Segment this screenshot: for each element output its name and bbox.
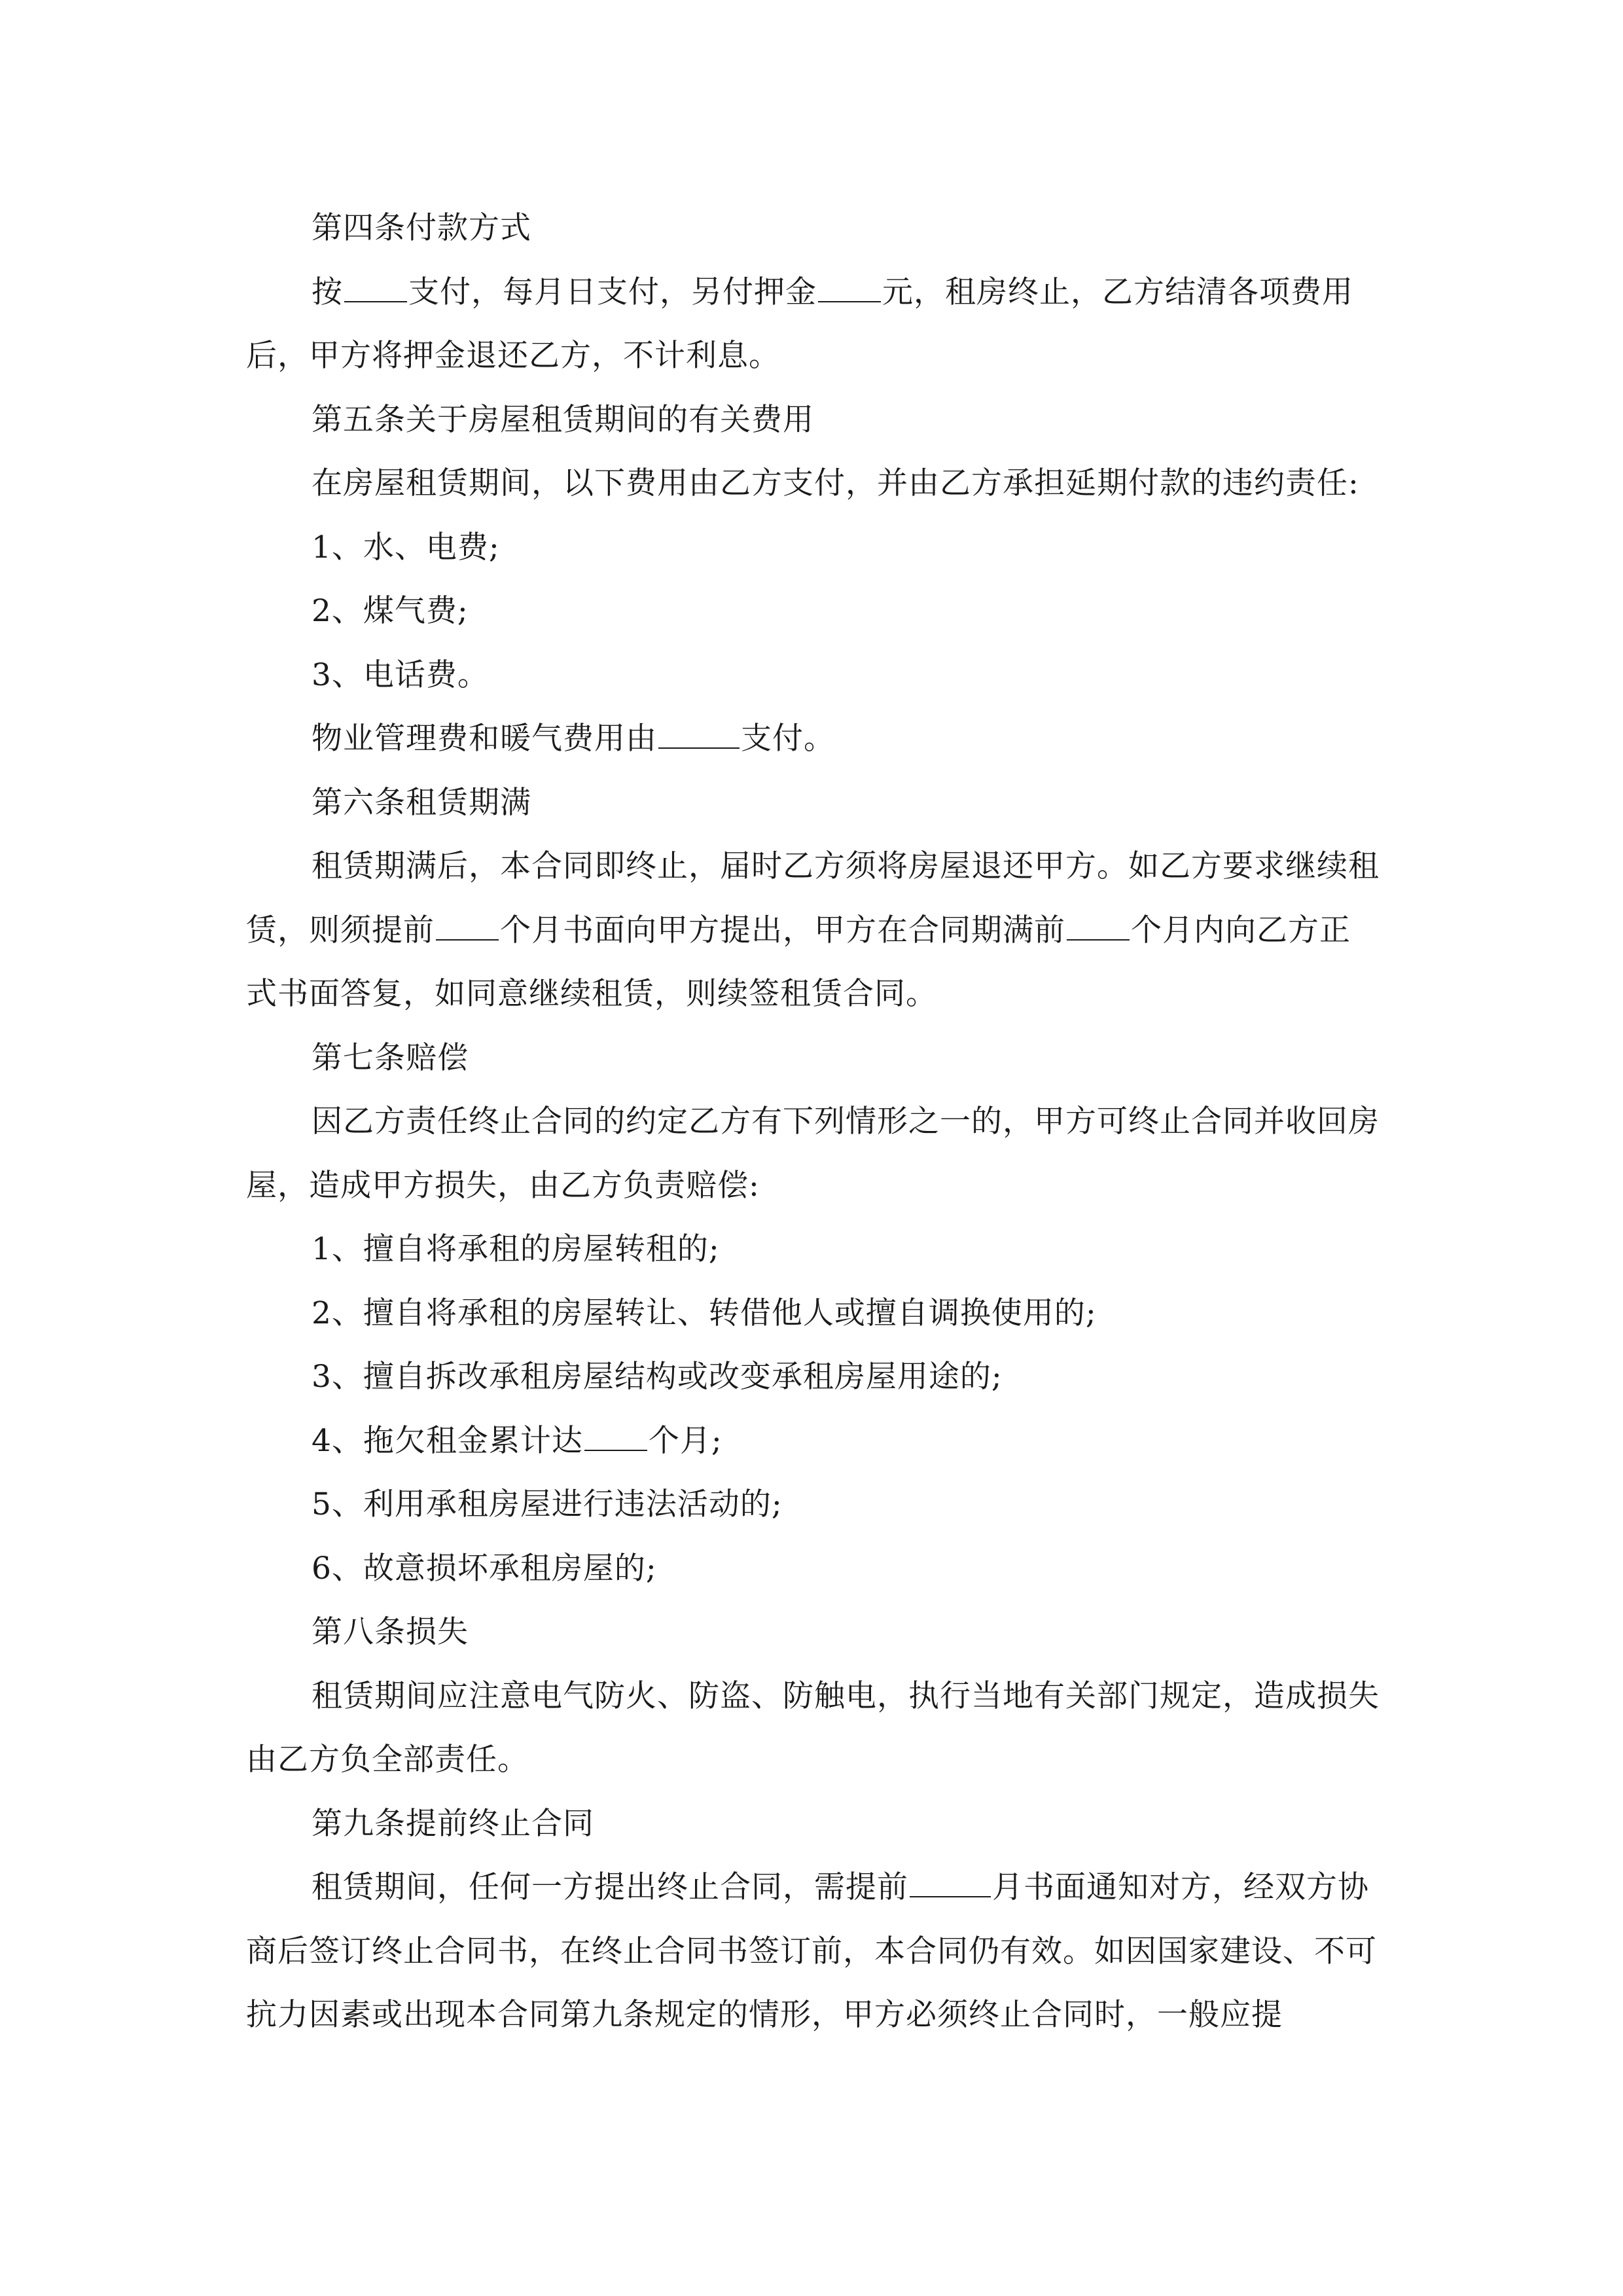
fill-blank [658,723,740,749]
article-7-intro: 因乙方责任终止合同的约定乙方有下列情形之一的，甲方可终止合同并收回房屋，造成甲方损失，由乙方负责赔偿: [246,1103,1380,1204]
article-4-text-b: 支付，每月日支付，另付押金 [408,274,817,310]
article-9-text-a: 租赁期间，任何一方提出终止合同，需提前 [312,1869,908,1905]
article-7-item-1: 1、擅自将承租的房屋转租的; [312,1231,720,1267]
article-7-item-2: 2、擅自将承租的房屋转让、转借他人或擅自调换使用的; [312,1295,1097,1331]
article-7-item-5: 5、利用承租房屋进行违法活动的; [312,1486,783,1522]
article-5-item-2: 2、煤气费; [312,593,469,629]
article-4-text-a: 按 [312,274,343,310]
article-6-text-c: 个月内向乙方正式书面答复，如同意继续租赁，则续签租赁合同。 [246,912,1351,1012]
article-9-text-b: 月书面通知对方，经双方协商后签订终止合同书，在终止合同书签订前，本合同仍有效。如因国家建设、不可抗力因素或出现本合同第九条规定的情形，甲方必须终止合同时，一般应提 [246,1869,1377,2033]
fill-blank [818,276,881,302]
article-5-title: 第五条关于房屋租赁期间的有关费用 [312,401,814,438]
fill-blank [1067,914,1130,941]
article-7-item-4-text-b: 个月; [648,1422,722,1459]
article-7-item-4-text-a: 4、拖欠租金累计达 [312,1422,583,1459]
fill-blank [584,1425,647,1451]
article-4-text-c: 元，租房终止，乙方结清各项费用后，甲方将押金退还乙方，不计利息。 [246,274,1353,374]
article-5-intro: 在房屋租赁期间，以下费用由乙方支付，并由乙方承担延期付款的违约责任: [312,465,1359,501]
article-8-title: 第八条损失 [312,1614,469,1650]
article-9-title: 第九条提前终止合同 [312,1805,594,1842]
article-7-item-6: 6、故意损坏承租房屋的; [312,1550,657,1587]
article-9-paragraph [246,1856,1380,2047]
article-5-note-text-b: 支付。 [741,721,835,757]
article-5-note-text-a: 物业管理费和暖气费用由 [312,721,657,757]
article-7-item-4 [246,1409,1380,1473]
article-4-title: 第四条付款方式 [312,210,531,246]
document-body [246,196,1380,2047]
article-5-item-1: 1、水、电费; [312,529,500,565]
fill-blank [344,276,407,302]
article-4-paragraph [246,260,1380,388]
article-7-title: 第七条赔偿 [312,1039,469,1076]
article-7-item-3: 3、擅自拆改承租房屋结构或改变承租房屋用途的; [312,1359,1003,1395]
article-6-text-a: 租赁期满后，本合同即终止，届时乙方须将房屋退还甲方。如乙方要求继续租赁，则须提前 [246,848,1380,948]
article-5-note [246,707,1380,771]
article-5-item-3: 3、电话费。 [312,656,489,693]
article-6-title: 第六条租赁期满 [312,784,531,821]
article-6-paragraph [246,834,1380,1026]
article-6-text-b: 个月书面向甲方提出，甲方在合同期满前 [500,912,1065,948]
fill-blank [910,1871,991,1897]
article-8-paragraph: 租赁期间应注意电气防火、防盗、防触电，执行当地有关部门规定，造成损失由乙方负全部责任。 [246,1677,1380,1778]
fill-blank [436,914,499,941]
